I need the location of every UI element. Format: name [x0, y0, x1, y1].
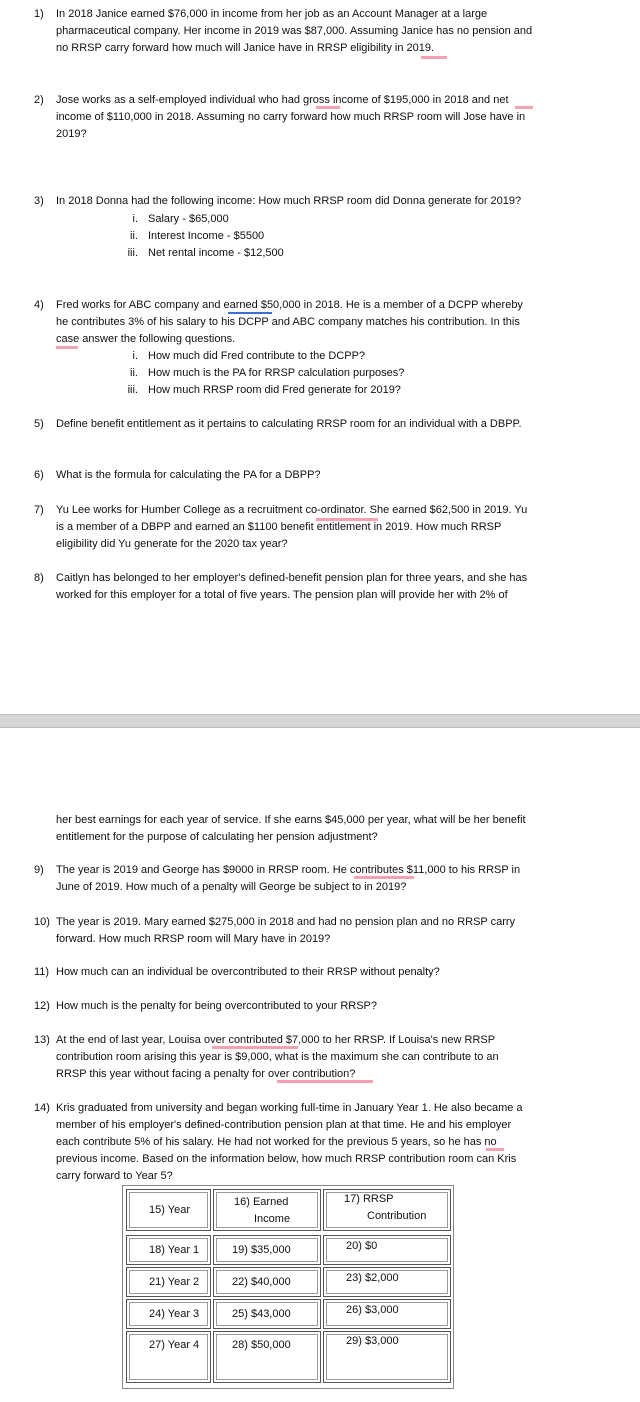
question-number: 10)	[34, 916, 50, 928]
question-13	[34, 1032, 574, 1083]
question-line: Kris graduated from university and began working full-time in January Year 1. He also became a	[56, 1102, 523, 1114]
question-11	[34, 964, 574, 981]
sub-item: i. Salary - $65,000	[132, 213, 229, 225]
grammar-underline	[228, 312, 272, 314]
question-number: 9)	[34, 864, 44, 876]
question-line: previous income. Based on the information below, how much RRSP contribution room can Kris	[56, 1153, 517, 1165]
question-number: 13)	[34, 1034, 50, 1046]
question-line: Caitlyn has belonged to her employer's defined-benefit pension plan for three years, and she has	[56, 572, 528, 584]
table-cell: 26) $3,000	[323, 1299, 451, 1329]
question-line: Fred works for ABC company and earned $50,000 in 2018. He is a member of a DCPP whereby	[56, 299, 523, 311]
question-line: income of $110,000 in 2018. Assuming no carry forward how much RRSP room will Jose have in	[56, 111, 526, 123]
spellcheck-underline	[515, 106, 533, 109]
question-4	[34, 297, 574, 348]
income-contribution-table	[122, 1185, 454, 1389]
table-row: 18) Year 1	[126, 1235, 211, 1265]
question-line: forward. How much RRSP room will Mary have in 2019?	[56, 933, 331, 945]
question-line: eligibility did Yu generate for the 2020 tax year?	[56, 538, 288, 550]
table-row: 21) Year 2	[126, 1267, 211, 1297]
question-8	[34, 570, 574, 604]
sub-item: ii. How much is the PA for RRSP calculation purposes?	[130, 367, 405, 379]
table-header-year: 15) Year	[126, 1189, 211, 1231]
question-9	[34, 862, 574, 896]
spellcheck-underline	[486, 1148, 504, 1151]
question-line: is a member of a DBPP and earned an $1100 benefit entitlement in 2019. How much RRSP	[56, 521, 502, 533]
spellcheck-underline	[56, 346, 78, 349]
question-line: he contributes 3% of his salary to his DCPP and ABC company matches his contribution. In this	[56, 316, 520, 328]
table-header-rrsp: 17) RRSP Contribution	[323, 1189, 451, 1231]
question-line: Yu Lee works for Humber College as a recruitment co-ordinator. She earned $62,500 in 2019. Yu	[56, 504, 528, 516]
question-line: Jose works as a self-employed individual who had gross income of $195,000 in 2018 and net	[56, 94, 509, 106]
question-number: 12)	[34, 1000, 50, 1012]
question-7	[34, 502, 574, 553]
table-cell: 28) $50,000	[213, 1331, 321, 1383]
table-row: 24) Year 3	[126, 1299, 211, 1329]
spellcheck-underline	[316, 518, 378, 521]
question-line: At the end of last year, Louisa over contributed $7,000 to her RRSP. If Louisa's new RRSP	[56, 1034, 496, 1046]
question-number: 4)	[34, 299, 44, 311]
document-page-2	[0, 728, 640, 1402]
question-3	[34, 193, 574, 210]
question-number: 11)	[34, 966, 50, 978]
question-line: member of his employer's defined-contribution pension plan at that time. He and his employer	[56, 1119, 512, 1131]
question-line: case answer the following questions.	[56, 333, 236, 345]
question-8-continued	[56, 812, 576, 846]
question-line: Define benefit entitlement as it pertains to calculating RRSP room for an individual with a DBPP.	[56, 418, 522, 430]
question-line: How much can an individual be overcontributed to their RRSP without penalty?	[56, 966, 440, 978]
question-line: 2019?	[56, 128, 87, 140]
sub-item: iii. How much RRSP room did Fred generate for 2019?	[127, 384, 401, 396]
question-5	[34, 416, 574, 433]
table-row: 27) Year 4	[126, 1331, 211, 1383]
question-line: contribution room arising this year is $9,000, what is the maximum she can contribute to an	[56, 1051, 499, 1063]
question-line: The year is 2019. Mary earned $275,000 in 2018 and had no pension plan and no RRSP carry	[56, 916, 516, 928]
question-number: 1)	[34, 8, 44, 20]
question-line: worked for this employer for a total of five years. The pension plan will provide her with 2% of	[56, 589, 508, 601]
question-14	[34, 1100, 574, 1185]
table-cell: 20) $0	[323, 1235, 451, 1265]
table-cell: 19) $35,000	[213, 1235, 321, 1265]
question-line: her best earnings for each year of service. If she earns $45,000 per year, what will be her benefit	[56, 814, 526, 826]
table-cell: 29) $3,000	[323, 1331, 451, 1383]
sub-item: i. How much did Fred contribute to the DCPP?	[132, 350, 366, 362]
question-line: no RRSP carry forward how much will Janice have in RRSP eligibility in 2019.	[56, 42, 435, 54]
question-number: 3)	[34, 195, 44, 207]
question-line: entitlement for the purpose of calculating her pension adjustment?	[56, 831, 378, 843]
sub-item: iii. Net rental income - $12,500	[127, 247, 284, 259]
question-line: In 2018 Donna had the following income: How much RRSP room did Donna generate for 2019?	[56, 195, 522, 207]
question-2	[34, 92, 574, 143]
question-number: 5)	[34, 418, 44, 430]
spellcheck-underline	[316, 106, 340, 109]
spellcheck-underline	[212, 1046, 298, 1049]
question-number: 2)	[34, 94, 44, 106]
table-cell: 23) $2,000	[323, 1267, 451, 1297]
question-line: RRSP this year without facing a penalty for over contribution?	[56, 1068, 356, 1080]
spellcheck-underline	[354, 876, 414, 879]
question-12	[34, 998, 574, 1015]
question-line: What is the formula for calculating the PA for a DBPP?	[56, 469, 321, 481]
question-line: In 2018 Janice earned $76,000 in income from her job as an Account Manager at a large	[56, 8, 488, 20]
question-number: 8)	[34, 572, 44, 584]
table-header-income: 16) Earned Income	[213, 1189, 321, 1231]
sub-item: ii. Interest Income - $5500	[130, 230, 265, 242]
question-10	[34, 914, 574, 948]
question-line: June of 2019. How much of a penalty will George be subject to in 2019?	[56, 881, 407, 893]
question-line: pharmaceutical company. Her income in 2019 was $87,000. Assuming Janice has no pension and	[56, 25, 533, 37]
question-6	[34, 467, 574, 484]
question-line: The year is 2019 and George has $9000 in RRSP room. He contributes $11,000 to his RRSP in	[56, 864, 521, 876]
spellcheck-underline	[421, 56, 447, 59]
question-number: 14)	[34, 1102, 50, 1114]
spellcheck-underline	[277, 1080, 373, 1083]
question-line: How much is the penalty for being overcontributed to your RRSP?	[56, 1000, 377, 1012]
question-1	[34, 6, 574, 57]
page-break	[0, 714, 640, 728]
question-line: carry forward to Year 5?	[56, 1170, 173, 1182]
table-cell: 25) $43,000	[213, 1299, 321, 1329]
table-cell: 22) $40,000	[213, 1267, 321, 1297]
question-number: 6)	[34, 469, 44, 481]
question-number: 7)	[34, 504, 44, 516]
question-line: each contribute 5% of his salary. He had not worked for the previous 5 years, so he has no	[56, 1136, 497, 1148]
